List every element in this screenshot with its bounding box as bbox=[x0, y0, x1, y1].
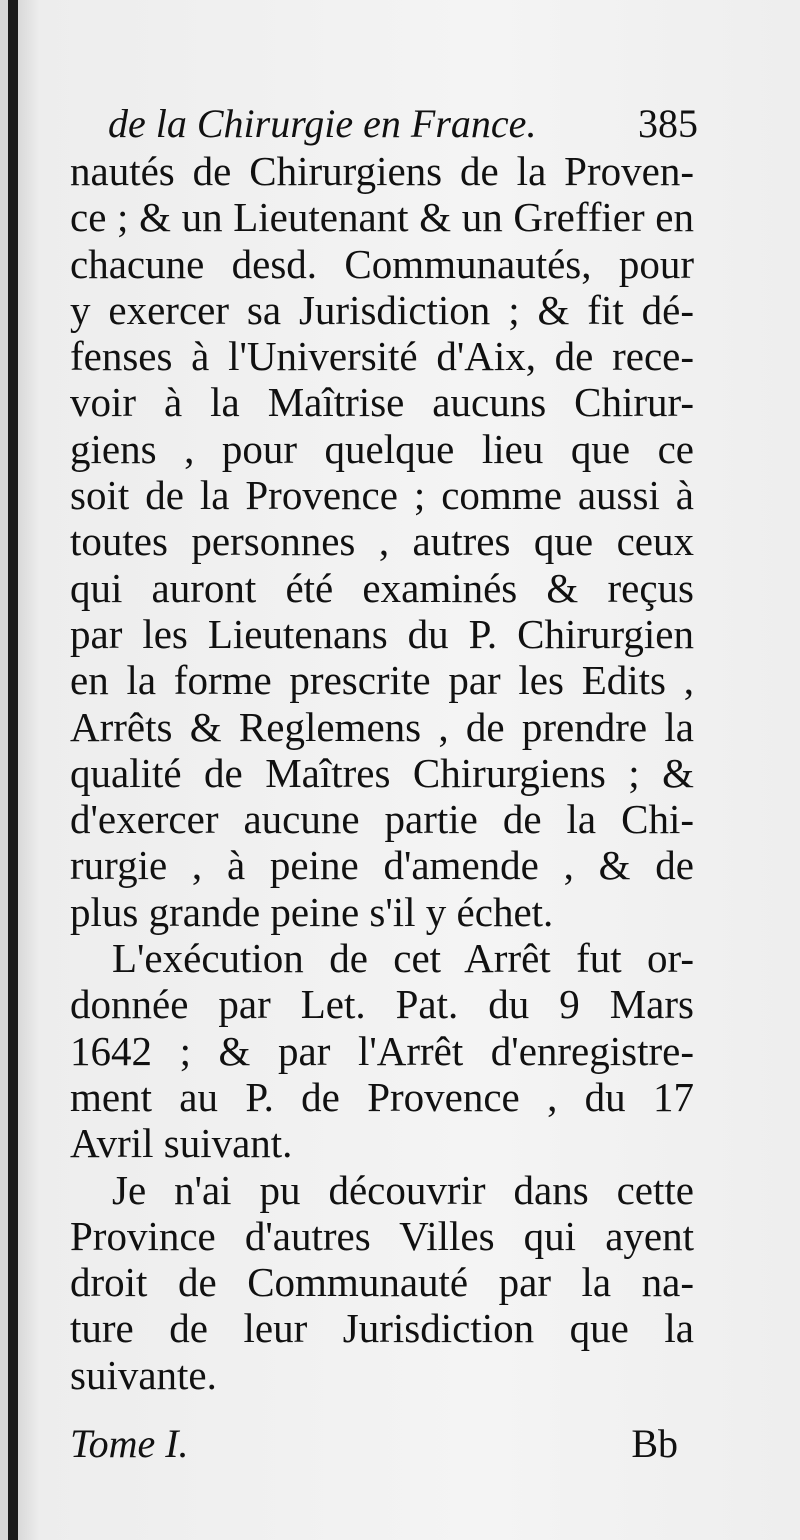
text-line: Arrêts & Reglemens , de prendre la bbox=[70, 703, 694, 750]
text-line: Je n'ai pu découvrir dans cette bbox=[112, 1166, 694, 1213]
text-line: qualité de Maîtres Chirurgiens ; & bbox=[70, 749, 694, 796]
text-line: droit de Communauté par la na- bbox=[70, 1259, 694, 1306]
text-line: toutes personnes , autres que ceux bbox=[70, 518, 694, 565]
text-line: ture de leur Jurisdiction que la bbox=[70, 1305, 694, 1352]
text-line: donnée par Let. Pat. du 9 Mars bbox=[70, 981, 694, 1028]
text-line: y exercer sa Jurisdiction ; & fit dé- bbox=[70, 286, 694, 333]
text-line: L'exécution de cet Arrêt fut or- bbox=[112, 935, 694, 982]
text-line: d'exercer aucune partie de la Chi- bbox=[70, 796, 694, 843]
signature-mark: Bb bbox=[631, 1421, 678, 1466]
page-number: 385 bbox=[638, 101, 698, 146]
text-line: plus grande peine s'il y échet. bbox=[70, 888, 554, 935]
text-line: Avril suivant. bbox=[70, 1120, 293, 1167]
text-line: giens , pour quelque lieu que ce bbox=[70, 425, 694, 472]
page-footer bbox=[70, 1420, 690, 1470]
text-line: suivante. bbox=[70, 1351, 217, 1398]
book-page bbox=[8, 0, 800, 1540]
text-line: qui auront été examinés & reçus bbox=[70, 564, 694, 611]
text-line: ce ; & un Lieutenant & un Greffier en bbox=[70, 194, 694, 241]
running-title: de la Chirurgie en France. bbox=[108, 101, 537, 146]
text-line: 1642 ; & par l'Arrêt d'enregistre- bbox=[70, 1027, 694, 1074]
text-line: nautés de Chirurgiens de la Proven- bbox=[70, 148, 694, 194]
text-line: chacune desd. Communautés, pour bbox=[70, 240, 694, 287]
text-line: par les Lieutenans du P. Chirurgien bbox=[70, 610, 694, 657]
text-line: voir à la Maîtrise aucuns Chirur- bbox=[70, 379, 694, 426]
text-line: Province d'autres Villes qui ayent bbox=[70, 1212, 694, 1259]
text-line: ment au P. de Provence , du 17 bbox=[70, 1073, 694, 1120]
text-line: rurgie , à peine d'amende , & de bbox=[70, 842, 694, 889]
text-line: en la forme prescrite par les Edits , bbox=[70, 657, 694, 704]
text-line: fenses à l'Université d'Aix, de rece- bbox=[70, 333, 694, 380]
body-text bbox=[70, 148, 694, 1398]
page-gutter bbox=[8, 0, 18, 1540]
text-line: soit de la Provence ; comme aussi à bbox=[70, 472, 694, 519]
volume-label: Tome I. bbox=[70, 1421, 189, 1466]
